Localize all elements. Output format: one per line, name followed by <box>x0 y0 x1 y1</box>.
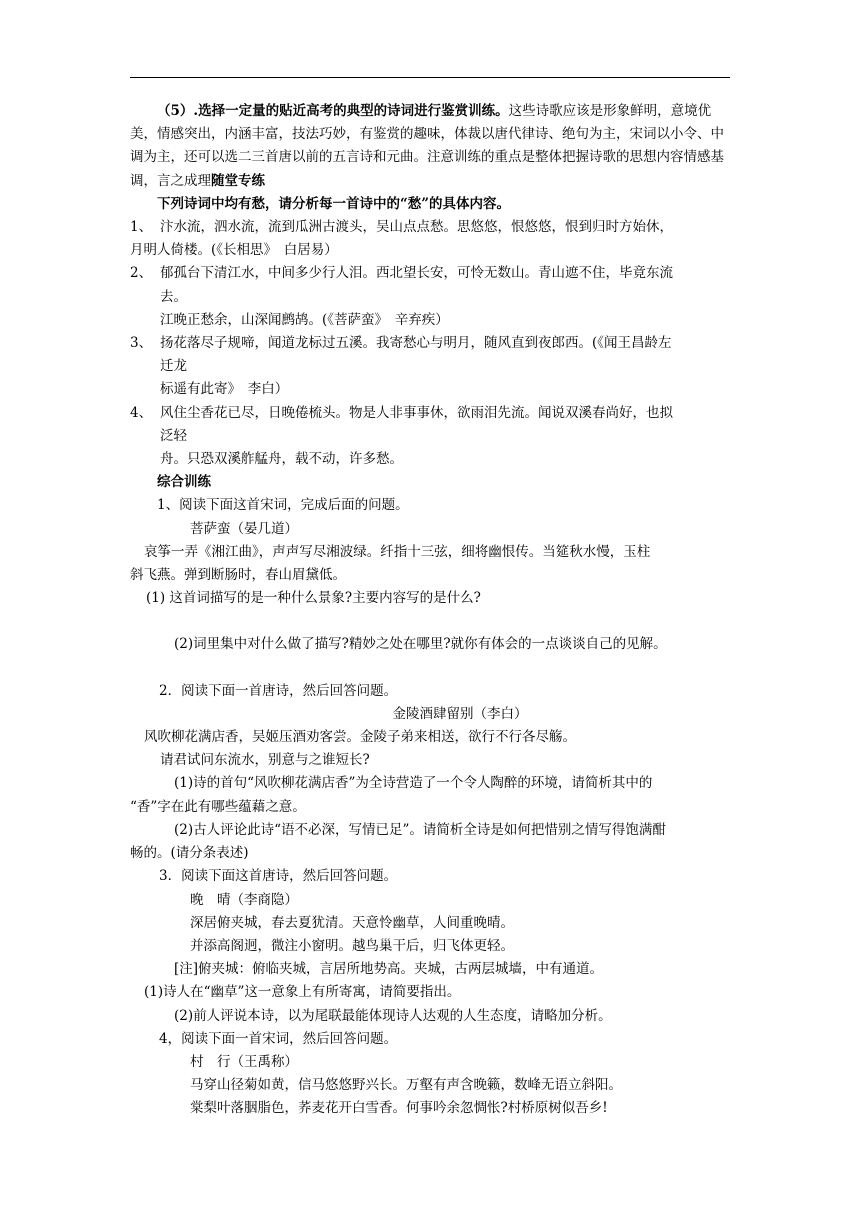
q4-title: 村 行（王禹称） <box>190 1053 298 1070</box>
item-line: 江晚正愁余，山深闻鹧鸪。(《菩萨蛮》 辛弃疾） <box>160 311 449 328</box>
q1-sub2: (2)词里集中对什么做了描写?精妙之处在哪里?就你有体会的一点谈谈自己的见解。 <box>174 636 667 653</box>
q2-sub1: “香”字在此有哪些蕴藉之意。 <box>130 798 306 815</box>
spacer <box>130 610 730 633</box>
q2-poem: 请君试问东流水，别意与之谁短长? <box>160 752 370 769</box>
q3-poem: 并添高阁迥，微注小窗明。越鸟巢干后，归飞体更轻。 <box>190 937 514 954</box>
q2-poem: 风吹柳花满店香，吴姬压酒劝客尝。金陵子弟来相送，欲行不行各尽觞。 <box>144 729 576 746</box>
q2-sub1: (1)诗的首句“风吹柳花满店香”为全诗营造了一个令人陶醉的环境，请简析其中的 <box>174 775 653 792</box>
q3-sub2: (2)前人评说本诗，以为尾联最能体现诗人达观的人生态度，请略加分析。 <box>174 1007 612 1024</box>
q2-sub2: (2)古人评论此诗“语不必深，写情已足”。请简析全诗是如何把惜别之情写得饱满酣 <box>174 821 666 838</box>
header-rule <box>130 77 730 78</box>
q3-note: [注]俯夹城：俯临夹城，言居所地势高。夹城，古两层城墙，中有通道。 <box>174 961 604 978</box>
practice-item-4 <box>130 402 730 425</box>
q3-title: 晚 晴（李商隐） <box>190 891 298 908</box>
item-line: 月明人倚楼。(《长相思》 白居易） <box>130 242 338 259</box>
comprehensive-heading: 综合训练 <box>157 474 211 491</box>
item-number: 4、 <box>130 404 153 421</box>
q2-sub2: 畅的。(请分条表述) <box>130 845 249 862</box>
item-line: 扬花落尽子规啼，闻道龙标过五溪。我寄愁心与明月，随风直到夜郎西。(《闻王昌龄左 <box>160 335 672 352</box>
q1-prompt: 1、阅读下面这首宋词，完成后面的问题。 <box>157 497 409 514</box>
practice-item-1 <box>130 216 730 239</box>
q3-poem: 深居俯夹城，春去夏犹清。天意怜幽草，人间重晚晴。 <box>190 914 514 931</box>
item-number: 2、 <box>130 265 153 282</box>
item-line: 标遥有此寄》 李白） <box>160 381 289 398</box>
item-number: 3、 <box>130 335 153 352</box>
item-line: 汴水流，泗水流，流到瓜洲古渡头，吴山点点愁。思悠悠，恨悠悠，恨到归时方始休， <box>160 219 673 236</box>
q1-body: 斜飞燕。弹到断肠时，春山眉黛低。 <box>130 567 346 584</box>
practice-item-2 <box>130 262 730 285</box>
q2-title: 金陵酒肆留别（李白） <box>392 705 528 722</box>
q3-prompt: 3．阅读下面这首唐诗，然后回答问题。 <box>159 868 398 885</box>
item-line: 迁龙 <box>160 358 187 375</box>
item-line: 舟。只恐双溪舴艋舟，载不动，许多愁。 <box>160 451 403 468</box>
q1-sub1: (1) 这首词描写的是一种什么景象?主要内容写的是什么? <box>146 590 481 607</box>
intro-bold: （5）.选择一定量的贴近高考的典型的诗词进行鉴赏训练。 <box>157 103 509 119</box>
q4-poem: 棠梨叶落胭脂色，荞麦花开白雪香。何事吟余忽惆怅?村桥原树似吾乡! <box>190 1100 608 1117</box>
q4-poem: 马穿山径菊如黄，信马悠悠野兴长。万壑有声含晚籁，数峰无语立斜阳。 <box>190 1077 622 1094</box>
q1-body: 哀筝一弄《湘江曲》，声声写尽湘波绿。纤指十三弦，细将幽恨传。当筵秋水慢，玉柱 <box>144 543 651 560</box>
q4-prompt: 4，阅读下面一首宋词，然后回答问题。 <box>159 1030 398 1047</box>
document-body <box>130 100 730 1121</box>
intro-text: 这些诗歌应该是形象鲜明，意境优美，情感突出，内涵丰富，技法巧妙，有鉴赏的趣味，体裁以唐代律诗、绝句为主，宋词以小令、中调为主，还可以选二三首唐以前的五言诗和元曲。注意训练的重点是整体把握诗歌的思想内容情感基调，言之成理 <box>130 103 724 189</box>
intro-tail: 随堂专练 <box>211 172 265 189</box>
item-line: 郁孤台下清江水，中间多少行人泪。西北望长安，可怜无数山。青山遮不住，毕竟东流 <box>160 265 673 282</box>
practice-heading: 下列诗词中均有愁，请分析每一首诗中的“愁”的具体内容。 <box>157 195 511 212</box>
item-line: 风住尘香花已尽，日晚倦梳头。物是人非事事休，欲雨泪先流。闻说双溪春尚好，也拟 <box>160 404 673 421</box>
spacer <box>130 657 730 680</box>
intro-paragraph <box>130 100 730 193</box>
item-line: 泛轻 <box>160 427 187 444</box>
q2-prompt: 2．阅读下面一首唐诗，然后回答问题。 <box>159 682 398 699</box>
item-number: 1、 <box>130 219 153 236</box>
item-line: 去。 <box>160 288 187 305</box>
q1-title: 菩萨蛮（晏几道） <box>190 520 298 537</box>
q3-sub1: (1)诗人在“幽草”这一意象上有所寄寓，请简要指出。 <box>144 984 461 1001</box>
practice-item-3 <box>130 332 730 355</box>
